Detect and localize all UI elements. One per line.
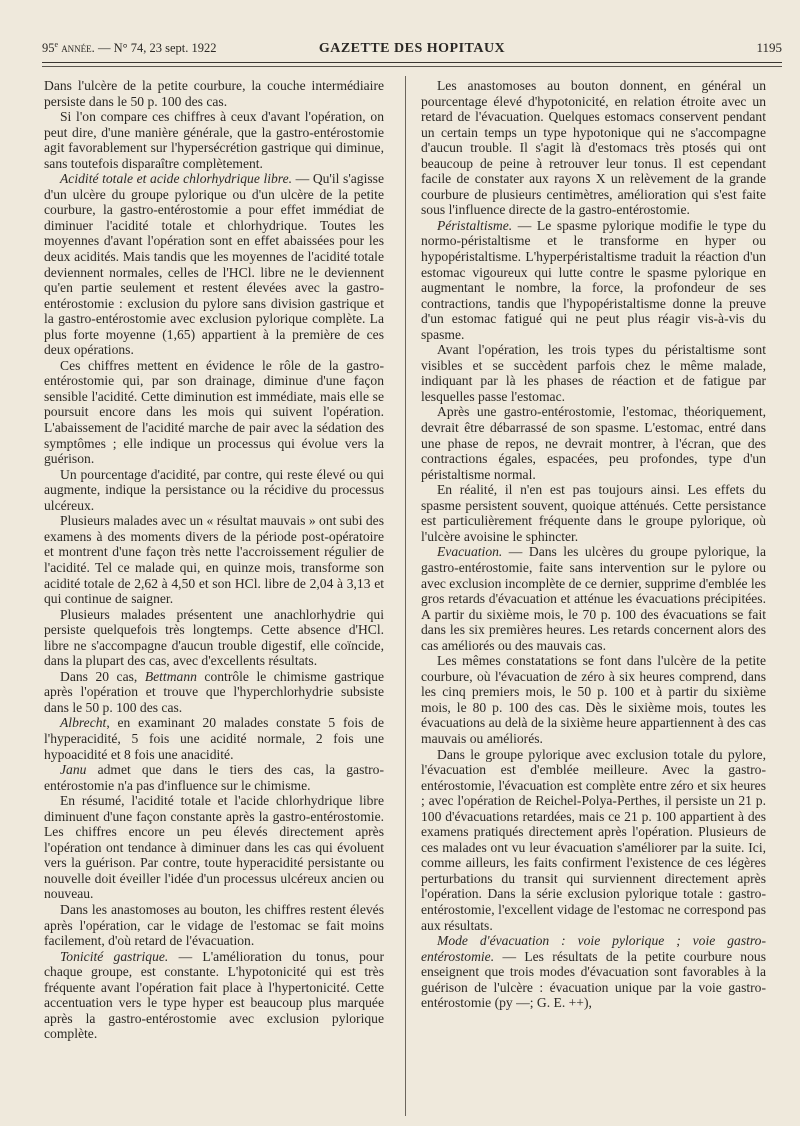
italic-heading: Acidité totale et acide chlorhydrique libre. <box>60 171 293 187</box>
paragraph-text: — Dans les ulcères du groupe pylorique, la gastro-entérostomie, faite sans intervention sur le pylore ou avec exclusion incomplète de ce dernier, supprime d'emblée les gros retards d'évacuation et atténue les évacuations précipitées. A partir du sixième mois, le 70 p. 100 des évacuations se fait dans les six premières heures. Les retards concernent alors des cas améliorés ou des mauvais cas. <box>421 544 767 653</box>
paragraph-text: Les anastomoses au bouton donnent, en général un pourcentage élevé d'hypotonicité, en relation étroite avec un retard de l'évacuation. Quelques estomacs conservent pendant un certain temps un type hypotonique qui ne s'accompagne d'aucun trouble. Il s'agit là d'estomacs très ptosés qui ont beaucoup de peine à retrouver leur tonus. Il est cependant facile de constater aux rayons X un relèvement de la grande courbure de plusieurs centimètres, amélioration qui s'est faite sous l'influence directe de la gastro-entérostomie. <box>421 78 766 218</box>
paragraph-text: — Les résultats de la petite courbure nous enseignent que trois modes d'évacuation sont favorables à la guérison de l'ulcère : évacuation unique par la voie gastro-entérostomie (py —; G. E. ++), <box>421 948 766 1011</box>
paragraph <box>44 358 384 467</box>
paragraph-text: En réalité, il n'en est pas toujours ainsi. Les effets du spasme persistent souvent, quoique atténués. Cette persistance est particulièrement fréquente dans le groupe pylorique, où l'ulcère avoisine le sphincter. <box>421 482 766 544</box>
journal-title: GAZETTE DES HOPITAUX <box>318 41 506 57</box>
issue-info <box>42 40 272 56</box>
paragraph-text: — Qu'il s'agisse d'un ulcère du groupe pylorique ou d'un ulcère de la petite courbure, la gastro-entérostomie a pour effet immédiat de diminuer l'acidité totale et chlorhydrique. Toutes les moyennes d'avant l'opération sont en effet abaissées pour les deux acidités. Mais tandis que les moyennes de l'acidité totale deviennent normales, celles de l'HCl. libre ne le deviennent qu'en partie seulement et restent élevées avec la gastro-entérostomie : exclusion du pylore sans division gastrique et la gastro-entérostomie avec exclusion pylorique complète. La plus forte moyenne (1,65) appartient à la première de ces deux opérations. <box>44 171 384 358</box>
paragraph-text: Si l'on compare ces chiffres à ceux d'avant l'opération, on peut dire, d'une manière générale, que la gastro-entérostomie agit favorablement sur l'hypersécrétion gastrique qui diminue, sans toutefois disparaître complètement. <box>44 109 384 171</box>
paragraph-text: Ces chiffres mettent en évidence le rôle de la gastro-entérostomie qui, par son drainage, diminue d'une façon sensible l'acidité. Cette diminution est immédiate, mais elle se poursuit encore dans les mois qui suivent l'opération. L'abaissement de l'acidité marche de pair avec la sédation des symptômes ; elle indique un processus qui évolue vers la guérison. <box>44 357 384 467</box>
paragraph <box>421 218 766 342</box>
paragraph-text: Dans les anastomoses au bouton, les chiffres restent élevés après l'opération, car le vidage de l'estomac se fait moins facilement, d'où retard de l'évacuation. <box>44 901 384 949</box>
italic-heading: Mode d'évacuation : voie pylorique ; voie gastro-entérostomie. <box>421 933 766 964</box>
paragraph <box>44 171 384 358</box>
italic-heading: Bettmann <box>144 668 197 684</box>
paragraph <box>44 78 384 109</box>
paragraph <box>44 762 384 793</box>
italic-heading: Evacuation. <box>437 544 503 560</box>
issue-number: 95 <box>42 41 55 56</box>
paragraph <box>44 513 384 606</box>
paragraph <box>44 607 384 669</box>
paragraph-text: — L'amélioration du tonus, pour chaque groupe, est constante. L'hypotonicité qui est très fréquente avant l'opération fait place à l'hypertonicité. Cette accentuation vers le type hyper est beaucoup plus marquée après la gastro-entérostomie avec exclusion pylorique complète. <box>44 948 384 1042</box>
paragraph <box>421 404 766 482</box>
paragraph-text: admet que dans le tiers des cas, la gastro-entérostomie n'a pas d'influence sur le chimisme. <box>44 762 384 793</box>
paragraph <box>421 747 766 934</box>
italic-heading: Tonicité gastrique. <box>60 948 169 964</box>
paragraph-text: Les mêmes constatations se font dans l'ulcère de la petite courbure, où l'évacuation de zéro à six heures comprend, dans les cinq premiers mois, le 50 p. 100 et à partir du sixième mois, le 80 p. 100 des cas. Dès le sixième mois, toutes les évacuations au delà de la sixième heure appartiennent à des cas mauvais ou améliorés. <box>421 653 766 746</box>
column-separator <box>405 76 406 1116</box>
paragraph-text: , en examinant 20 malades constate 5 fois de l'hyperacidité, 5 fois une acidité normale, 2 fois une hypoacidité et 8 fois une anacidité. <box>44 715 384 762</box>
paragraph <box>44 715 384 762</box>
paragraph-text: Plusieurs malades présentent une anachlorhydrie qui persiste quelquefois très longtemps. Cette absence d'HCl. libre ne s'accompagne d'aucun trouble digestif, elle coïncide, dans la plupart des cas, avec d'excellents résultats. <box>44 606 384 669</box>
paragraph <box>44 109 384 171</box>
paragraph-text: Un pourcentage d'acidité, par contre, qui reste élevé ou qui augmente, indique la persistance ou la récidive du processus ulcéreux. <box>44 466 384 513</box>
paragraph-text: — Le spasme pylorique modifie le type du normo-péristaltisme et le transforme en hyper ou hypopéristaltisme. L'hyperpéristaltisme traduit la réaction d'un estomac vigoureux qui lutte contre le spasme pylorique en augmentant le nombre, la force, la profondeur de ses contractions, tandis que l'hypopéristaltisme donne la preuve d'un estomac fatigué qui ne peut plus réagir vis-à-vis du spasme. <box>421 217 766 342</box>
paragraph <box>421 482 766 544</box>
issue-suffix: e <box>54 40 59 49</box>
header-rule-secondary <box>42 66 782 67</box>
left-column <box>44 78 384 1042</box>
paragraph-text: Avant l'opération, les trois types du péristaltisme sont visibles et se succèdent parfois chez le même malade, indiquant par là les phases de réaction et de fatigue par lesquelles passe l'estomac. <box>421 342 766 404</box>
paragraph <box>421 342 766 404</box>
paragraph-text: En résumé, l'acidité totale et l'acide chlorhydrique libre diminuent d'une façon constante après la gastro-entérostomie. Les chiffres encore un peu élevés directement après l'opération ont tendance à diminuer dans les cas qui évoluent vers la guérison. Par contre, toute hyperacidité persistante ou nouvelle doit éveiller l'idée d'un processus ulcéreux ancien ou nouveau. <box>44 793 384 902</box>
paragraph <box>44 793 384 902</box>
year-label: année. <box>61 41 95 56</box>
header-rule <box>42 62 782 63</box>
paragraph <box>421 933 766 1011</box>
italic-heading: Péristaltisme. <box>437 217 513 233</box>
paragraph <box>44 949 384 1042</box>
paragraph <box>421 78 766 218</box>
paragraph-text: contrôle le chimisme gastrique après l'opération et trouve que l'hyperchlorhydrie subsiste dans le 50 p. 100 des cas. <box>44 668 384 715</box>
italic-heading: Albrecht <box>60 715 107 731</box>
paragraph-text: Dans l'ulcère de la petite courbure, la couche intermédiaire persiste dans le 50 p. 100 des cas. <box>44 78 384 109</box>
italic-heading: Janu <box>60 762 87 778</box>
paragraph <box>421 653 766 746</box>
paragraph-lead-text: Dans 20 cas, <box>60 668 145 684</box>
paragraph <box>421 544 766 653</box>
right-column <box>421 78 766 1011</box>
paragraph-text: Dans le groupe pylorique avec exclusion totale du pylore, l'évacuation est d'emblée meilleure. Avec la gastro-entérostomie, l'évacuation est complète entre zéro et six heures ; avec l'opération de Reichel-Polya-Perthes, il persiste un 21 p. 100 d'évacuations retardées, mais ce 21 p. 100 appartient à des examens pratiqués directement après l'opération. Plusieurs de ces malades ont vu leur évacuation s'améliorer par la suite. Ici, comme ailleurs, les faits confirment l'existence de ces légères perturbations du transit qui surviennent directement après l'opération. Dans la série exclusion pylorique totale : gastro-entérostomie, l'excellent vidage de l'estomac ne correspond pas aux résultats. <box>421 746 766 933</box>
paragraph-text: Après une gastro-entérostomie, l'estomac, théoriquement, devrait être débarrassé de son spasme. L'estomac, entré dans une phase de repos, ne devrait montrer, à l'écran, que des contractions égales, espacées, peu profondes, type d'un péristaltisme normal. <box>421 404 766 482</box>
paragraph <box>44 902 384 949</box>
paragraph <box>44 669 384 716</box>
issue-date: — N° 74, 23 sept. 1922 <box>97 41 217 56</box>
paragraph <box>44 467 384 514</box>
page-number: 1195 <box>756 40 782 56</box>
running-header <box>42 40 782 60</box>
paragraph-text: Plusieurs malades avec un « résultat mauvais » ont subi des examens à des moments divers de la période post-opératoire et montrent d'une façon très nette l'accroissement régulier de l'acidité. Tel ce malade qui, en quinze mois, transforme son acidité totale de 2,62 à 4,50 et son HCl. libre de 2,04 à 3,13 et qui continue de saigner. <box>44 513 384 607</box>
